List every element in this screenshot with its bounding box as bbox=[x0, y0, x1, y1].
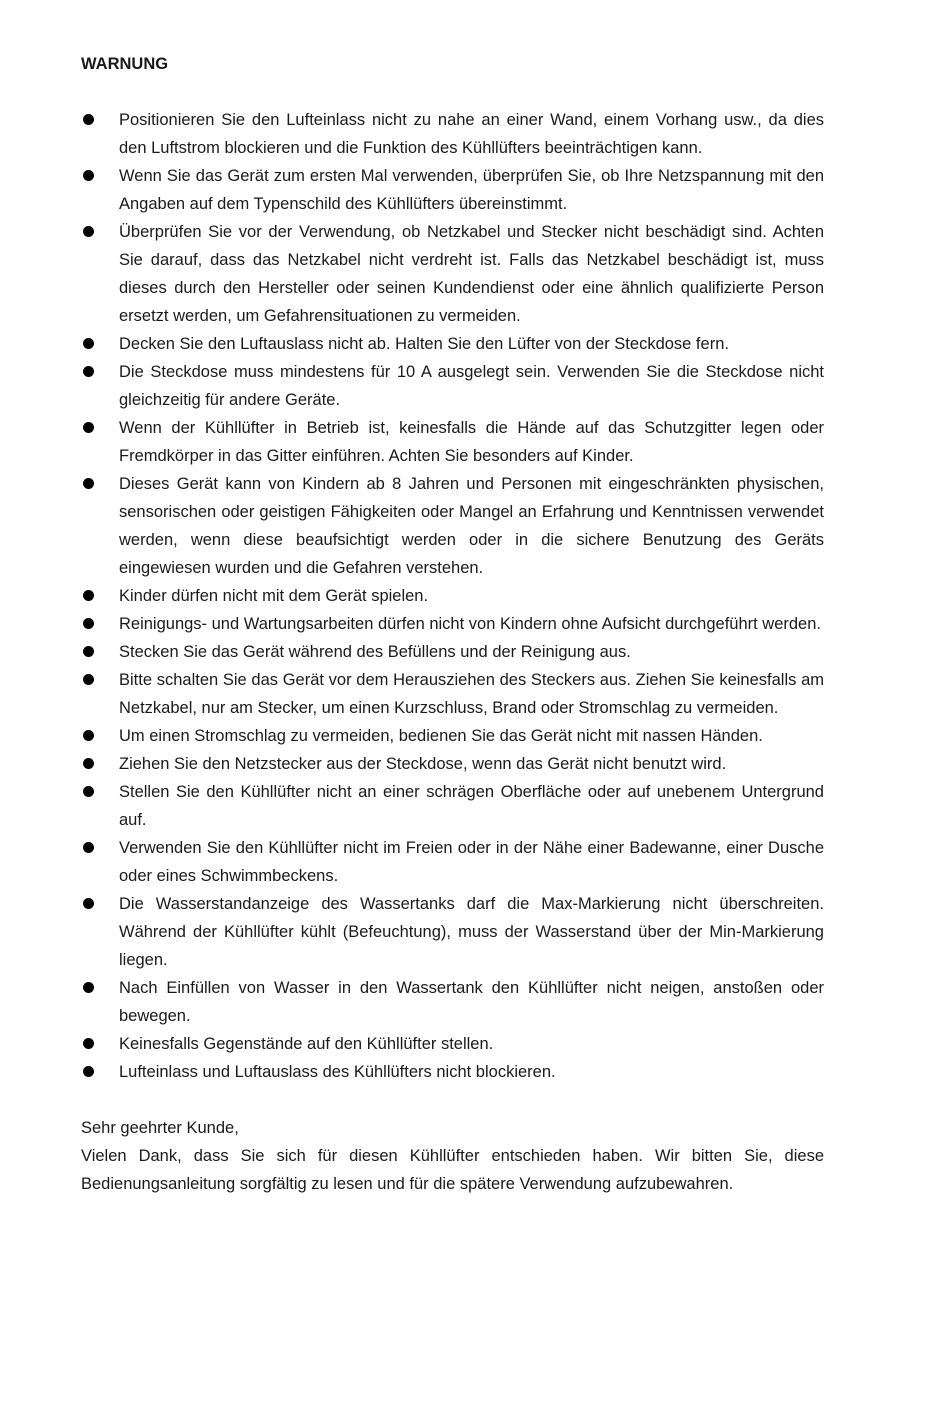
warning-text: Um einen Stromschlag zu vermeiden, bedienen Sie das Gerät nicht mit nassen Händen. bbox=[119, 727, 763, 745]
warning-heading: WARNUNG bbox=[81, 55, 169, 73]
warning-text: Decken Sie den Luftauslass nicht ab. Halten Sie den Lüfter von der Steckdose fern. bbox=[119, 335, 729, 353]
warning-text: Wenn der Kühllüfter in Betrieb ist, keinesfalls die Hände auf das Schutzgitter legen oder Fremdkörper in das Gitter einführen. Achten Sie besonders auf Kinder. bbox=[119, 419, 824, 465]
warning-text: Positionieren Sie den Lufteinlass nicht zu nahe an einer Wand, einem Vorhang usw., da dies den Luftstrom blockieren und die Funktion des Kühllüfters beeinträchtigen kann. bbox=[119, 111, 824, 157]
warning-list bbox=[81, 106, 824, 1086]
warning-item bbox=[81, 722, 824, 750]
warning-text: Keinesfalls Gegenstände auf den Kühllüfter stellen. bbox=[119, 1035, 494, 1053]
warning-item bbox=[81, 750, 824, 778]
warning-text: Bitte schalten Sie das Gerät vor dem Herausziehen des Steckers aus. Ziehen Sie keinesfalls am Netzkabel, nur am Stecker, um einen Kurzschluss, Brand oder Stromschlag zu vermeiden. bbox=[119, 671, 824, 717]
warning-text: Dieses Gerät kann von Kindern ab 8 Jahren und Personen mit eingeschränkten physischen, sensorischen oder geistigen Fähigkeiten oder Mangel an Erfahrung und Kenntnissen verwendet werden, wenn diese beaufsichtigt werden oder in die sichere Benutzung des Geräts eingewiesen wurden und die Gefahren verstehen. bbox=[119, 475, 824, 577]
warning-text: Lufteinlass und Luftauslass des Kühllüfters nicht blockieren. bbox=[119, 1063, 556, 1081]
bullet-icon bbox=[83, 478, 94, 489]
warning-item bbox=[81, 414, 824, 470]
warning-text: Stecken Sie das Gerät während des Befüllens und der Reinigung aus. bbox=[119, 643, 631, 661]
warning-text: Die Wasserstandanzeige des Wassertanks darf die Max-Markierung nicht überschreiten. Während der Kühllüfter kühlt (Befeuchtung), muss der Wasserstand über der Min-Markierung liegen. bbox=[119, 895, 824, 969]
warning-text: Stellen Sie den Kühllüfter nicht an einer schrägen Oberfläche oder auf unebenem Untergrund auf. bbox=[119, 783, 824, 829]
bullet-icon bbox=[83, 842, 94, 853]
warning-item bbox=[81, 890, 824, 974]
warning-text: Ziehen Sie den Netzstecker aus der Steckdose, wenn das Gerät nicht benutzt wird. bbox=[119, 755, 727, 773]
warning-item bbox=[81, 610, 824, 638]
warning-item bbox=[81, 330, 824, 358]
bullet-icon bbox=[83, 898, 94, 909]
warning-text: Kinder dürfen nicht mit dem Gerät spielen. bbox=[119, 587, 429, 605]
bullet-icon bbox=[83, 674, 94, 685]
warning-item bbox=[81, 582, 824, 610]
warning-item bbox=[81, 162, 824, 218]
warning-item bbox=[81, 834, 824, 890]
bullet-icon bbox=[83, 982, 94, 993]
warning-text: Überprüfen Sie vor der Verwendung, ob Netzkabel und Stecker nicht beschädigt sind. Achten Sie darauf, dass das Netzkabel nicht verdreht ist. Falls das Netzkabel beschädigt ist, muss dieses durch den Hersteller oder seinen Kundendienst oder eine ähnlich qualifizierte Person ersetzt werden, um Gefahrensituationen zu vermeiden. bbox=[119, 223, 824, 325]
bullet-icon bbox=[83, 730, 94, 741]
bullet-icon bbox=[83, 366, 94, 377]
bullet-icon bbox=[83, 170, 94, 181]
bullet-icon bbox=[83, 1066, 94, 1077]
warning-item bbox=[81, 778, 824, 834]
closing-section bbox=[81, 1114, 824, 1198]
warning-item bbox=[81, 106, 824, 162]
warning-item bbox=[81, 974, 824, 1030]
bullet-icon bbox=[83, 422, 94, 433]
warning-item bbox=[81, 638, 824, 666]
warning-text: Die Steckdose muss mindestens für 10 A ausgelegt sein. Verwenden Sie die Steckdose nicht gleichzeitig für andere Geräte. bbox=[119, 363, 824, 409]
warning-text: Reinigungs- und Wartungsarbeiten dürfen nicht von Kindern ohne Aufsicht durchgeführt werden. bbox=[119, 615, 821, 633]
warning-item bbox=[81, 1030, 824, 1058]
bullet-icon bbox=[83, 786, 94, 797]
bullet-icon bbox=[83, 338, 94, 349]
salutation: Sehr geehrter Kunde, bbox=[81, 1119, 239, 1137]
warning-item bbox=[81, 1058, 824, 1086]
warning-text: Verwenden Sie den Kühllüfter nicht im Freien oder in der Nähe einer Badewanne, einer Dusche oder eines Schwimmbeckens. bbox=[119, 839, 824, 885]
bullet-icon bbox=[83, 590, 94, 601]
thank-you-message: Vielen Dank, dass Sie sich für diesen Kühllüfter entschieden haben. Wir bitten Sie, diese Bedienungsanleitung sorgfältig zu lesen und für die spätere Verwendung aufzubewahren. bbox=[81, 1147, 824, 1193]
warning-item bbox=[81, 358, 824, 414]
bullet-icon bbox=[83, 618, 94, 629]
bullet-icon bbox=[83, 226, 94, 237]
warning-text: Wenn Sie das Gerät zum ersten Mal verwenden, überprüfen Sie, ob Ihre Netzspannung mit den Angaben auf dem Typenschild des Kühllüfters übereinstimmt. bbox=[119, 167, 824, 213]
bullet-icon bbox=[83, 1038, 94, 1049]
bullet-icon bbox=[83, 646, 94, 657]
bullet-icon bbox=[83, 114, 94, 125]
warning-text: Nach Einfüllen von Wasser in den Wassertank den Kühllüfter nicht neigen, anstoßen oder bewegen. bbox=[119, 979, 824, 1025]
bullet-icon bbox=[83, 758, 94, 769]
warning-item bbox=[81, 666, 824, 722]
warning-item bbox=[81, 470, 824, 582]
warning-item bbox=[81, 218, 824, 330]
